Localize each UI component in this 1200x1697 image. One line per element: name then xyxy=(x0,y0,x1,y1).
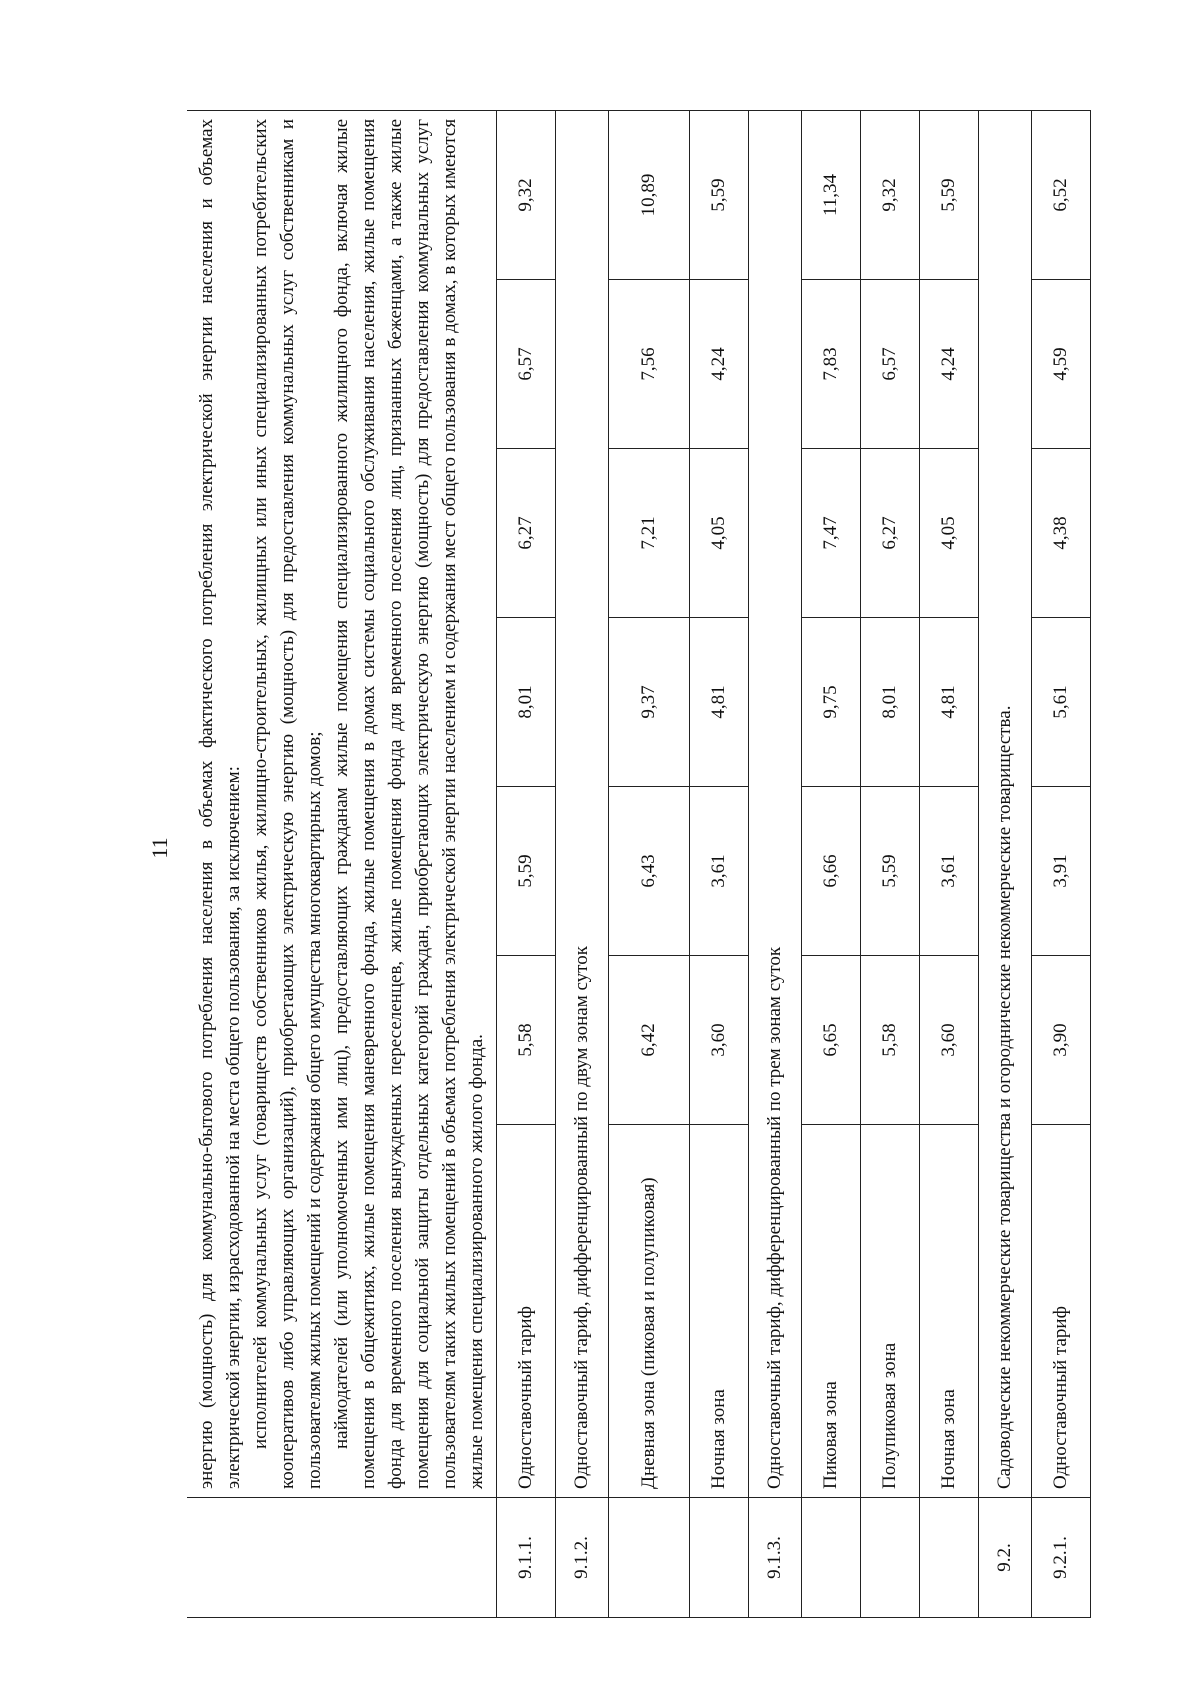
tariff-value: 3,91 xyxy=(1032,787,1091,956)
tariff-value: 4,38 xyxy=(1032,449,1091,618)
tariff-value: 5,59 xyxy=(690,110,749,279)
tariff-value: 9,32 xyxy=(861,110,920,279)
tariff-value: 4,05 xyxy=(690,449,749,618)
intro-text-cell xyxy=(187,110,497,1497)
tariff-value: 8,01 xyxy=(497,618,556,787)
tariff-value: 3,60 xyxy=(690,956,749,1125)
tariff-value: 3,61 xyxy=(920,787,979,956)
tariff-row xyxy=(861,110,920,1617)
tariff-row xyxy=(690,110,749,1617)
section-header-row xyxy=(556,110,609,1617)
row-code xyxy=(920,1498,979,1618)
tariff-value: 3,90 xyxy=(1032,956,1091,1125)
tariff-table-body xyxy=(187,110,1091,1617)
section-header: Садоводческие некоммерческие товарищества и огороднические некоммерческие товарищества. xyxy=(979,110,1032,1497)
tariff-row xyxy=(802,110,861,1617)
tariff-value: 3,60 xyxy=(920,956,979,1125)
tariff-value: 6,66 xyxy=(802,787,861,956)
tariff-label: Одноставочный тариф xyxy=(1032,1125,1091,1498)
tariff-value: 9,32 xyxy=(497,110,556,279)
row-code xyxy=(609,1498,690,1618)
row-code xyxy=(861,1498,920,1618)
tariff-value: 5,61 xyxy=(1032,618,1091,787)
section-header-row xyxy=(979,110,1032,1617)
row-code: 9.1.2. xyxy=(556,1498,609,1618)
tariff-value: 10,89 xyxy=(609,110,690,279)
tariff-label: Ночная зона xyxy=(920,1125,979,1498)
row-code: 9.2.1. xyxy=(1032,1498,1091,1618)
intro-paragraph-1: энергию (мощность) для коммунально-бытового потребления населения в объемах фактического потребления электрической энергии населения и объемах электрической энергии, израсходованной на места общего пользования, за исключением: xyxy=(196,118,244,1489)
tariff-value: 4,81 xyxy=(690,618,749,787)
tariff-label: Ночная зона xyxy=(690,1125,749,1498)
tariff-value: 11,34 xyxy=(802,110,861,279)
section-header-row xyxy=(749,110,802,1617)
tariff-value: 4,24 xyxy=(920,280,979,449)
tariff-value: 5,58 xyxy=(861,956,920,1125)
intro-paragraph-3: наймодателей (или уполномоченных ими лиц), предоставляющих гражданам жилые помещения специализированного жилищного фонда, включая жилые помещения в общежитиях, жилые помещения маневренного фонда, жилые помещения в домах системы социального обслуживания населения, жилые помещения фонда для временного поселения вынужденных переселенцев, жилые помещения фонда для временного поселения лиц, признанных беженцами, а также жилые помещения для социальной защиты отдельных категорий граждан, приобретающих электрическую энергию (мощность) для предоставления коммунальных услуг пользователям таких жилых помещений в объемах потребления электрической энергии населением и содержания мест общего пользования в домах, в которых имеются жилые помещения специализированного жилого фонда. xyxy=(331,118,487,1489)
tariff-value: 6,52 xyxy=(1032,110,1091,279)
tariff-value: 7,83 xyxy=(802,280,861,449)
tariff-table xyxy=(187,110,1091,1618)
tariff-value: 7,21 xyxy=(609,449,690,618)
tariff-value: 6,27 xyxy=(861,449,920,618)
row-code: 9.1.3. xyxy=(749,1498,802,1618)
tariff-value: 4,05 xyxy=(920,449,979,618)
tariff-value: 7,47 xyxy=(802,449,861,618)
tariff-row xyxy=(920,110,979,1617)
tariff-row xyxy=(497,110,556,1617)
section-header: Одноставочный тариф, дифференцированный по двум зонам суток xyxy=(556,110,609,1497)
tariff-value: 6,27 xyxy=(497,449,556,618)
tariff-label: Полупиковая зона xyxy=(861,1125,920,1498)
rotated-document xyxy=(187,111,1071,1618)
row-code: 9.1.1. xyxy=(497,1498,556,1618)
row-code xyxy=(690,1498,749,1618)
intro-code-cell xyxy=(187,1498,497,1618)
row-code xyxy=(802,1498,861,1618)
page-number: 11 xyxy=(147,837,172,859)
tariff-label: Одноставочный тариф xyxy=(497,1125,556,1498)
intro-text xyxy=(193,119,490,1489)
tariff-value: 7,56 xyxy=(609,280,690,449)
row-code: 9.2. xyxy=(979,1498,1032,1618)
tariff-value: 3,61 xyxy=(690,787,749,956)
tariff-value: 5,59 xyxy=(497,787,556,956)
tariff-value: 6,57 xyxy=(861,280,920,449)
tariff-value: 4,81 xyxy=(920,618,979,787)
tariff-label: Пиковая зона xyxy=(802,1125,861,1498)
tariff-value: 5,59 xyxy=(920,110,979,279)
tariff-value: 6,65 xyxy=(802,956,861,1125)
tariff-row xyxy=(609,110,690,1617)
tariff-value: 5,59 xyxy=(861,787,920,956)
tariff-value: 4,59 xyxy=(1032,280,1091,449)
tariff-value: 9,75 xyxy=(802,618,861,787)
tariff-row xyxy=(1032,110,1091,1617)
tariff-value: 9,37 xyxy=(609,618,690,787)
tariff-label: Дневная зона (пиковая и полупиковая) xyxy=(609,1125,690,1498)
tariff-value: 6,43 xyxy=(609,787,690,956)
intro-row xyxy=(187,110,497,1617)
tariff-value: 4,24 xyxy=(690,280,749,449)
intro-paragraph-2: исполнителей коммунальных услуг (товариществ собственников жилья, жилищно-строительных, жилищных или иных специализированных потребительских кооперативов либо управляющих организаций), приобретающих электрическую энергию (мощность) для предоставления коммунальных услуг собственникам и пользователям жилых помещений и содержания общего имущества многоквартирных домов; xyxy=(250,118,325,1489)
tariff-value: 8,01 xyxy=(861,618,920,787)
tariff-value: 6,57 xyxy=(497,280,556,449)
tariff-value: 5,58 xyxy=(497,956,556,1125)
section-header: Одноставочный тариф, дифференцированный по трем зонам суток xyxy=(749,110,802,1497)
tariff-value: 6,42 xyxy=(609,956,690,1125)
